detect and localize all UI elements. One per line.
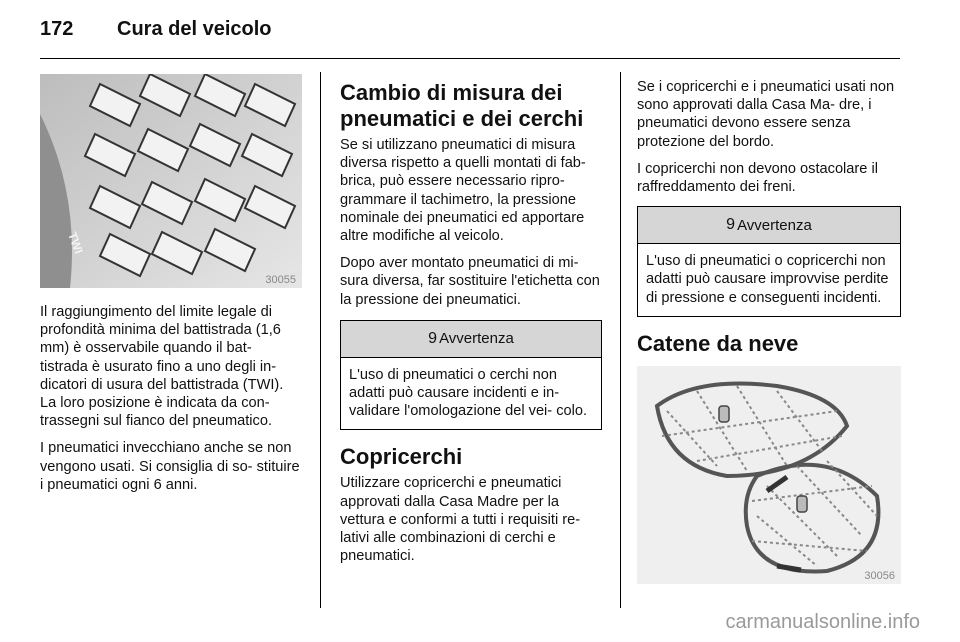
column-divider-1 — [320, 72, 321, 608]
warning-box — [340, 320, 602, 431]
paragraph: Se i copricerchi e i pneumatici usati non sono approvati dalla Casa Ma- dre, i pneumatici devono essere senza protezione del bordo. — [637, 79, 895, 150]
tire-tread-illustration — [40, 74, 302, 288]
warning-text: L'uso di pneumatici o cerchi non adatti può causare incidenti e in- validare l'omologazione del vei- colo. — [349, 366, 588, 420]
watermark: carmanualsonline.info — [725, 611, 920, 633]
warning-body — [638, 244, 900, 316]
header-rule — [40, 58, 900, 59]
page-number: 172 — [40, 18, 74, 40]
column-3 — [637, 78, 901, 361]
page-header — [40, 18, 272, 48]
heading-hubcaps: Copricerchi — [340, 444, 463, 470]
snow-chain-illustration — [637, 366, 901, 584]
figure-number: 30055 — [265, 274, 296, 286]
paragraph: I copricerchi non devono ostacolare il raffreddamento dei freni. — [637, 160, 878, 196]
column-2 — [340, 80, 602, 574]
paragraph: Utilizzare copricerchi e pneumatici approvati dalla Casa Madre per la vettura e conformi a tutti i requisiti re- lativi alle combinazioni di cerchi e pneumatici. — [340, 475, 581, 565]
twi-mark: TWI — [65, 230, 86, 256]
heading-tire-size: Cambio di misura dei pneumatici e dei cerchi — [340, 80, 584, 131]
snow-chain-figure — [637, 366, 901, 584]
warning-title: Avvertenza — [439, 330, 514, 348]
warning-text: L'uso di pneumatici o copricerchi non adatti può causare improvvise perdite di pressione e conseguenti incidenti. — [646, 253, 889, 306]
warning-title: Avvertenza — [737, 216, 812, 234]
paragraph: Il raggiungimento del limite legale di profondità minima del battistrada (1,6 mm) è osservabile quando il bat- tistrada è usurato fino a uno degli in- dicatori di usura del battistrada (TWI). La loro posizione è indicata da con- trassegni sul fianco del pneumatico. — [40, 304, 284, 430]
warning-icon: 9 — [428, 329, 438, 347]
section-title: Cura del veicolo — [117, 18, 272, 40]
warning-body — [341, 358, 601, 430]
column-1-text — [40, 303, 302, 503]
warning-box — [637, 206, 901, 317]
figure-number: 30056 — [864, 570, 895, 582]
paragraph: I pneumatici invecchiano anche se non vengono usati. Si consiglia di so- stituire i pneumatici ogni 6 anni. — [40, 440, 300, 493]
warning-header — [638, 207, 900, 244]
paragraph: Dopo aver montato pneumatici di mi- sura diversa, far sostituire l'etichetta con la pressione dei pneumatici. — [340, 255, 600, 308]
paragraph: Se si utilizzano pneumatici di misura diversa rispetto a quelli montati di fab- brica, può essere necessario ripro- grammare il tachimetro, la pressione nominale dei pneumatici ed apportare altre modifiche al veicolo. — [340, 137, 586, 245]
heading-snow-chains: Catene da neve — [637, 330, 799, 356]
warning-header — [341, 321, 601, 358]
column-divider-2 — [620, 72, 621, 608]
warning-icon: 9 — [726, 216, 736, 234]
tire-tread-figure — [40, 74, 302, 288]
